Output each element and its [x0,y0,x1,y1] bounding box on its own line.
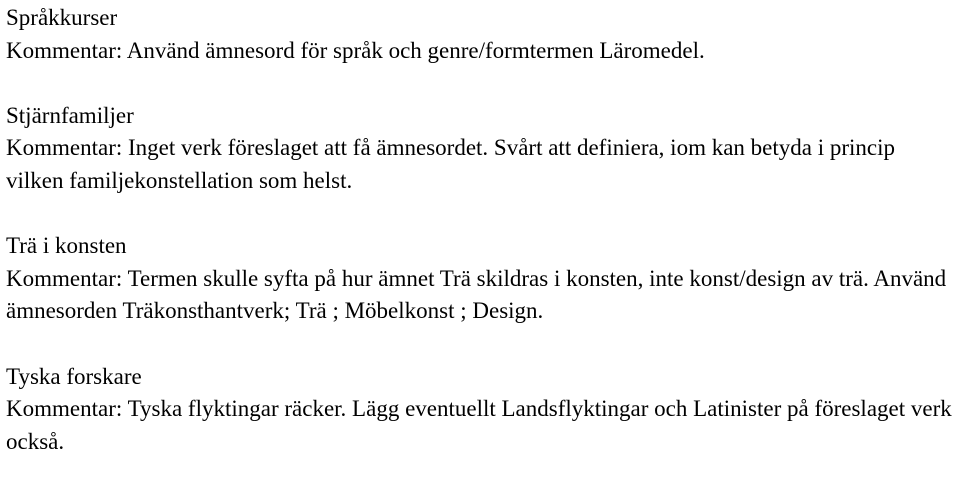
entry-comment: Kommentar: Tyska flyktingar räcker. Lägg eventuellt Landsflyktingar och Latinister på föreslaget verk också. [6,396,952,454]
entry-comment: Kommentar: Inget verk föreslaget att få ämnesordet. Svårt att definiera, iom kan betyda i princip vilken familjekonstellation som helst. [6,135,896,193]
entry-tyska-forskare [6,361,956,459]
entry-term: Tyska forskare [6,363,142,389]
entry-stjarnfamiljer [6,100,956,198]
entry-term: Språkkurser [6,5,118,30]
entry-comment: Kommentar: Använd ämnesord för språk och genre/formtermen Läromedel. [6,37,705,63]
entry-comment: Kommentar: Termen skulle syfta på hur ämnet Trä skildras i konsten, inte konst/design av trä. Använd ämnesorden Träkonsthantverk; Trä ; Möbelkonst ; Design. [6,265,947,324]
entry-tra-i-konsten [6,230,956,328]
entry-term: Stjärnfamiljer [6,102,134,128]
entry-sprakkurser [6,2,956,67]
document-page [6,2,956,458]
entry-term: Trä i konsten [6,233,127,259]
